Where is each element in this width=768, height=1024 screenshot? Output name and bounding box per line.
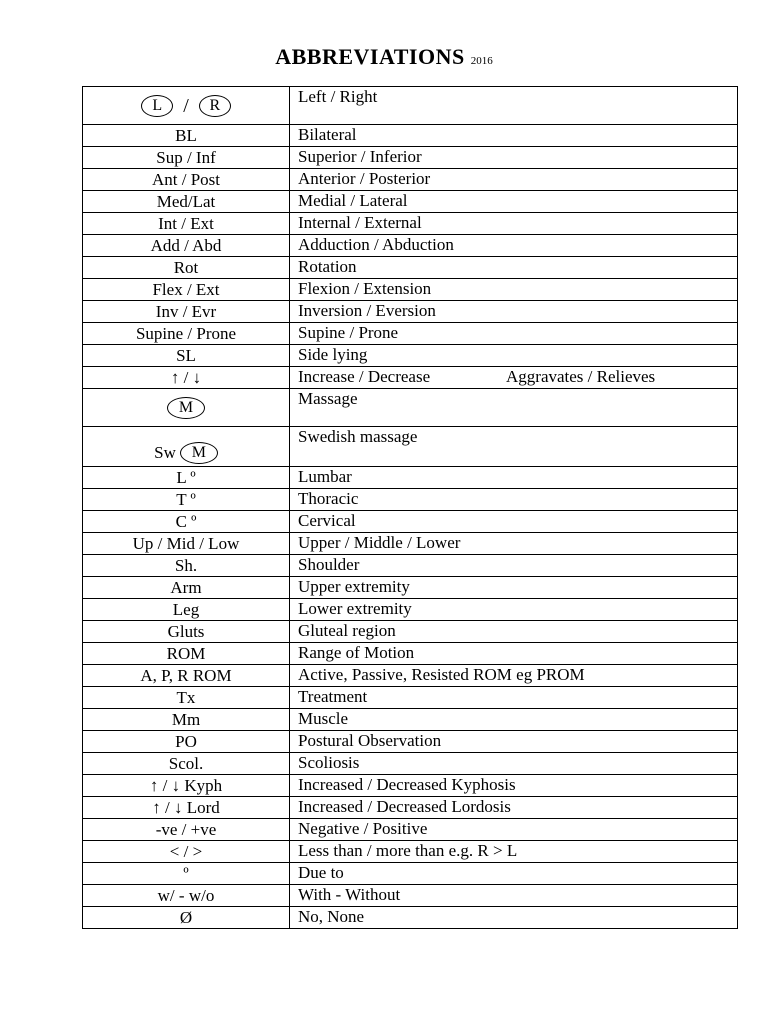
table-row-massage	[83, 389, 738, 427]
meaning-cell	[290, 819, 738, 841]
meaning-text: Due to	[298, 863, 344, 882]
abbreviation-cell: A, P, R ROM	[83, 665, 290, 687]
abbreviation-cell: BL	[83, 125, 290, 147]
meaning-cell	[290, 863, 738, 885]
meaning-text: Side lying	[298, 345, 368, 364]
circled-m-symbol: M	[167, 397, 205, 419]
abbreviation-cell: PO	[83, 731, 290, 753]
table-row	[83, 213, 738, 235]
meaning-cell	[290, 665, 738, 687]
table-row	[83, 709, 738, 731]
table-row	[83, 511, 738, 533]
table-row	[83, 301, 738, 323]
abbreviation-cell: ↑ / ↓ Kyph	[83, 775, 290, 797]
meaning-text: Increased / Decreased Lordosis	[298, 797, 511, 816]
abbreviation-cell: Ø	[83, 907, 290, 929]
meaning-cell: Left / Right	[290, 87, 738, 125]
meaning-text: Lumbar	[298, 467, 352, 486]
meaning-text: Less than / more than e.g. R > L	[298, 841, 518, 860]
table-row	[83, 643, 738, 665]
abbreviation-cell: ↑ / ↓ Lord	[83, 797, 290, 819]
meaning-cell	[290, 643, 738, 665]
table-row	[83, 191, 738, 213]
meaning-text: Gluteal region	[298, 621, 396, 640]
abbreviation-cell: Sup / Inf	[83, 147, 290, 169]
abbreviation-cell: C º	[83, 511, 290, 533]
abbreviation-cell: Int / Ext	[83, 213, 290, 235]
table-row	[83, 235, 738, 257]
abbreviation-cell: -ve / +ve	[83, 819, 290, 841]
meaning-text: Upper / Middle / Lower	[298, 533, 461, 552]
table-row	[83, 621, 738, 643]
meaning-cell: Swedish massage	[290, 427, 738, 467]
meaning-text: Treatment	[298, 687, 368, 706]
meaning-text: Internal / External	[298, 213, 422, 232]
meaning-cell	[290, 511, 738, 533]
meaning-cell	[290, 577, 738, 599]
abbreviation-cell: Arm	[83, 577, 290, 599]
abbreviation-cell: < / >	[83, 841, 290, 863]
meaning-cell: Massage	[290, 389, 738, 427]
meaning-cell	[290, 687, 738, 709]
meaning-cell	[290, 235, 738, 257]
abbreviation-cell: Leg	[83, 599, 290, 621]
meaning-cell	[290, 907, 738, 929]
abbreviation-cell: Flex / Ext	[83, 279, 290, 301]
meaning-text: Medial / Lateral	[298, 191, 408, 210]
abbreviation-cell	[83, 389, 290, 427]
table-row	[83, 819, 738, 841]
meaning-text: Muscle	[298, 709, 349, 728]
title-year: 2016	[470, 55, 493, 67]
swedish-prefix: Sw	[154, 443, 176, 462]
meaning-cell	[290, 621, 738, 643]
abbreviation-cell: Med/Lat	[83, 191, 290, 213]
meaning-cell	[290, 279, 738, 301]
abbreviation-cell: º	[83, 863, 290, 885]
meaning-cell	[290, 555, 738, 577]
table-row	[83, 885, 738, 907]
meaning-cell	[290, 323, 738, 345]
table-row	[83, 775, 738, 797]
abbreviation-cell	[83, 87, 290, 125]
abbreviation-cell: ↑ / ↓	[83, 367, 290, 389]
meaning-text: Flexion / Extension	[298, 279, 432, 298]
table-row	[83, 555, 738, 577]
meaning-cell	[290, 191, 738, 213]
meaning-cell	[290, 753, 738, 775]
meaning-text: Adduction / Abduction	[298, 235, 454, 254]
meaning-text: Shoulder	[298, 555, 360, 574]
meaning-text: Upper extremity	[298, 577, 410, 596]
meaning-cell	[290, 489, 738, 511]
meaning-cell	[290, 169, 738, 191]
meaning-text: Rotation	[298, 257, 357, 276]
meaning-text: Postural Observation	[298, 731, 442, 750]
abbreviation-cell: Supine / Prone	[83, 323, 290, 345]
meaning-text: Inversion / Eversion	[298, 301, 436, 320]
meaning-cell	[290, 467, 738, 489]
table-row	[83, 665, 738, 687]
table-row	[83, 577, 738, 599]
abbreviation-cell: L º	[83, 467, 290, 489]
abbreviation-cell: Inv / Evr	[83, 301, 290, 323]
table-row	[83, 753, 738, 775]
abbreviation-cell: ROM	[83, 643, 290, 665]
meaning-cell	[290, 709, 738, 731]
abbreviation-cell: Scol.	[83, 753, 290, 775]
meaning-cell	[290, 301, 738, 323]
meaning-cell	[290, 731, 738, 753]
circled-m-symbol: M	[180, 442, 218, 464]
meaning-text: Negative / Positive	[298, 819, 428, 838]
table-row	[83, 323, 738, 345]
abbreviation-cell: Rot	[83, 257, 290, 279]
meaning-text: Superior / Inferior	[298, 147, 422, 166]
abbreviation-cell: Sh.	[83, 555, 290, 577]
table-row-left-right	[83, 87, 738, 125]
table-row	[83, 907, 738, 929]
table-row-swedish-massage	[83, 427, 738, 467]
table-row	[83, 533, 738, 555]
meaning-text: Supine / Prone	[298, 323, 399, 342]
abbreviation-cell: Up / Mid / Low	[83, 533, 290, 555]
meaning-cell	[290, 345, 738, 367]
meaning-text: Thoracic	[298, 489, 359, 508]
table-row	[83, 367, 738, 389]
meaning-text: Bilateral	[298, 125, 357, 144]
title-text: ABBREVIATIONS	[275, 44, 465, 69]
abbreviations-table	[82, 86, 738, 929]
meaning-cell	[290, 213, 738, 235]
meaning-cell	[290, 599, 738, 621]
meaning-extra-text: Aggravates / Relieves	[506, 367, 656, 386]
abbreviation-cell: Tx	[83, 687, 290, 709]
meaning-cell	[290, 533, 738, 555]
table-row	[83, 279, 738, 301]
abbreviation-cell: Mm	[83, 709, 290, 731]
meaning-cell	[290, 257, 738, 279]
meaning-text: Lower extremity	[298, 599, 412, 618]
meaning-text: Cervical	[298, 511, 356, 530]
abbreviation-cell: SL	[83, 345, 290, 367]
table-row	[83, 345, 738, 367]
table-row	[83, 257, 738, 279]
meaning-text: Increase / Decrease	[298, 367, 431, 386]
table-row	[83, 147, 738, 169]
table-row	[83, 731, 738, 753]
meaning-text: No, None	[298, 907, 365, 926]
table-row	[83, 687, 738, 709]
table-row	[83, 169, 738, 191]
slash-symbol: /	[183, 94, 189, 117]
circled-left-symbol: L	[141, 95, 173, 117]
meaning-text: Increased / Decreased Kyphosis	[298, 775, 516, 794]
meaning-text: Scoliosis	[298, 753, 360, 772]
abbreviation-cell	[83, 427, 290, 467]
meaning-cell	[290, 147, 738, 169]
table-row	[83, 125, 738, 147]
meaning-text: With - Without	[298, 885, 401, 904]
table-row	[83, 489, 738, 511]
circled-right-symbol: R	[199, 95, 231, 117]
abbreviation-cell: Gluts	[83, 621, 290, 643]
meaning-text: Range of Motion	[298, 643, 415, 662]
abbreviation-cell: Ant / Post	[83, 169, 290, 191]
meaning-cell	[290, 775, 738, 797]
table-row	[83, 599, 738, 621]
page-title	[0, 44, 768, 70]
abbreviation-cell: T º	[83, 489, 290, 511]
table-row	[83, 863, 738, 885]
abbreviation-cell: Add / Abd	[83, 235, 290, 257]
meaning-cell	[290, 885, 738, 907]
meaning-cell	[290, 367, 738, 389]
table-row	[83, 797, 738, 819]
table-row	[83, 841, 738, 863]
meaning-text: Active, Passive, Resisted ROM eg PROM	[298, 665, 585, 684]
abbreviation-cell: w/ - w/o	[83, 885, 290, 907]
meaning-cell	[290, 125, 738, 147]
meaning-cell	[290, 797, 738, 819]
table-row	[83, 467, 738, 489]
meaning-text: Anterior / Posterior	[298, 169, 431, 188]
meaning-cell	[290, 841, 738, 863]
